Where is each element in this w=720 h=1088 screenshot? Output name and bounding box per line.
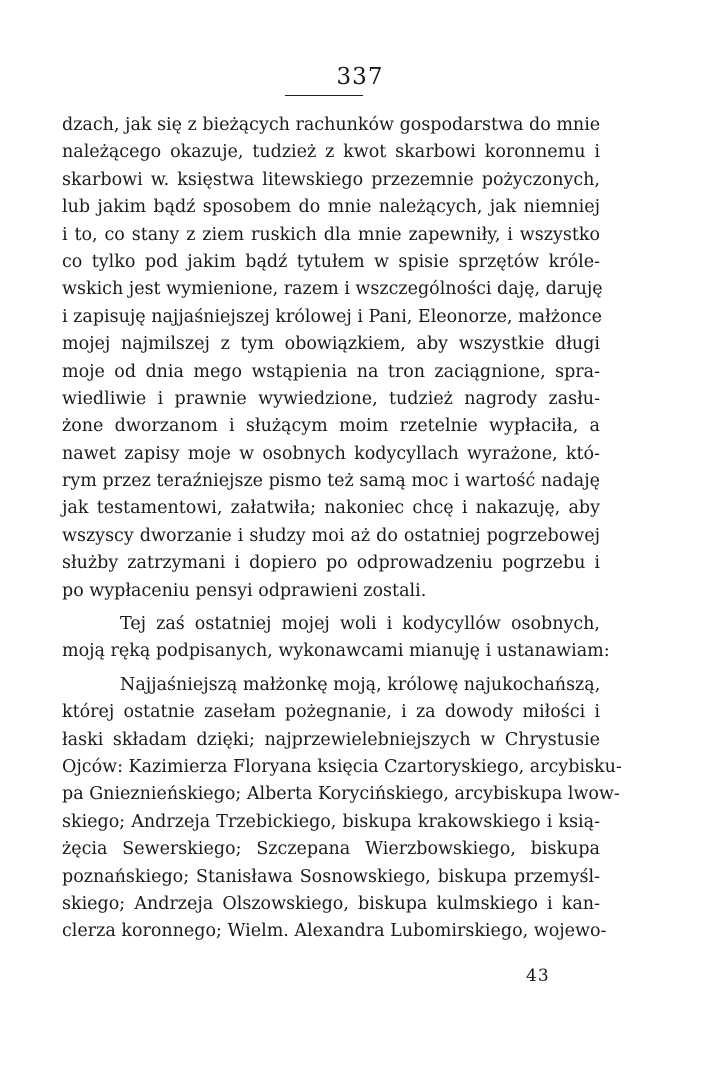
- text-line: należącego okazuje, tudzież z kwot skarbowi koronnemu i: [62, 142, 600, 163]
- text-line: skarbowi w. księstwa litewskiego przezemnie pożyczonych,: [62, 169, 600, 190]
- text-line: i zapisuję najjaśniejszej królowej i Pani, Eleonorze, małżonce: [62, 306, 602, 327]
- text-line: i to, co stany z ziem ruskich dla mnie zapewniły, i wszystko: [62, 224, 600, 245]
- text-line: rym przez teraźniejsze pismo też samą moc i wartość nadaję: [62, 471, 600, 492]
- text-line: clerza koronnego; Wielm. Alexandra Lubomirskiego, wojewo-: [62, 921, 607, 942]
- text-line: żęcia Sewerskiego; Szczepana Wierzbowskiego, biskupa: [62, 839, 600, 860]
- text-line: Ojców: Kazimierza Floryana księcia Czartoryskiego, arcybisku-: [62, 756, 622, 777]
- text-line: której ostatnie zasełam pożegnanie, i za dowody miłości i: [62, 702, 600, 723]
- printer-signature-mark: 43: [526, 966, 550, 986]
- text-line: po wypłaceniu pensyi odprawieni zostali.: [62, 580, 427, 601]
- text-line: łaski składam dzięki; najprzewielebniejszych w Chrystusie: [62, 729, 600, 750]
- text-line: poznańskiego; Stanisława Sosnowskiego, biskupa przemyśl-: [62, 866, 600, 887]
- text-line: żone dworzanom i służącym moim rzetelnie wypłaciła, a: [62, 416, 600, 437]
- text-line: służby zatrzymani i dopiero po odprowadzeniu pogrzebu i: [62, 553, 600, 574]
- text-line: moją ręką podpisanych, wykonawcami mianuję i ustanawiam:: [62, 641, 610, 662]
- text-line: dzach, jak się z bieżących rachunków gospodarstwa do mnie: [62, 115, 601, 135]
- header-rule: [285, 95, 363, 96]
- text-line: pa Gnieznieńskiego; Alberta Korycińskiego, arcybiskupa lwow-: [62, 784, 620, 805]
- text-line: moje od dnia mego wstąpienia na tron zaciągnione, spra-: [62, 361, 600, 382]
- text-line: skiego; Andrzeja Olszowskiego, biskupa kulmskiego i kan-: [62, 893, 600, 914]
- text-line: mojej najmilszej z tym obowiązkiem, aby wszystkie długi: [62, 334, 600, 355]
- text-line: nawet zapisy moje w osobnych kodycyllach wyrażone, któ-: [62, 443, 600, 464]
- body-text: [62, 112, 622, 946]
- text-line: wszyscy dworzanie i słudzy moi aż do ostatniej pogrzebowej: [62, 525, 600, 546]
- paragraph-2: [62, 611, 610, 666]
- text-line: wiedliwie i prawnie wywiedzione, tudzież nagrody zasłu-: [62, 388, 600, 409]
- text-line: co tylko pod jakim bądź tytułem w spisie sprzętów króle-: [62, 251, 600, 272]
- text-line: Tej zaś ostatniej mojej woli i kodycyllów osobnych,: [120, 614, 600, 635]
- text-line: Najjaśniejszą małżonkę moją, królowę najukochańszą,: [120, 674, 601, 695]
- text-line: wskich jest wymienione, razem i wszczególności daję, daruję: [62, 279, 603, 300]
- text-line: lub jakim bądź sposobem do mnie należących, jak niemniej: [62, 197, 600, 218]
- page-number: 337: [336, 64, 384, 90]
- paragraph-1: [62, 112, 603, 605]
- text-line: jak testamentowi, załatwiła; nakoniec chcę i nakazuję, aby: [62, 498, 600, 519]
- text-line: skiego; Andrzeja Trzebickiego, biskupa krakowskiego i ksią-: [62, 811, 600, 832]
- paragraph-3: [62, 672, 622, 946]
